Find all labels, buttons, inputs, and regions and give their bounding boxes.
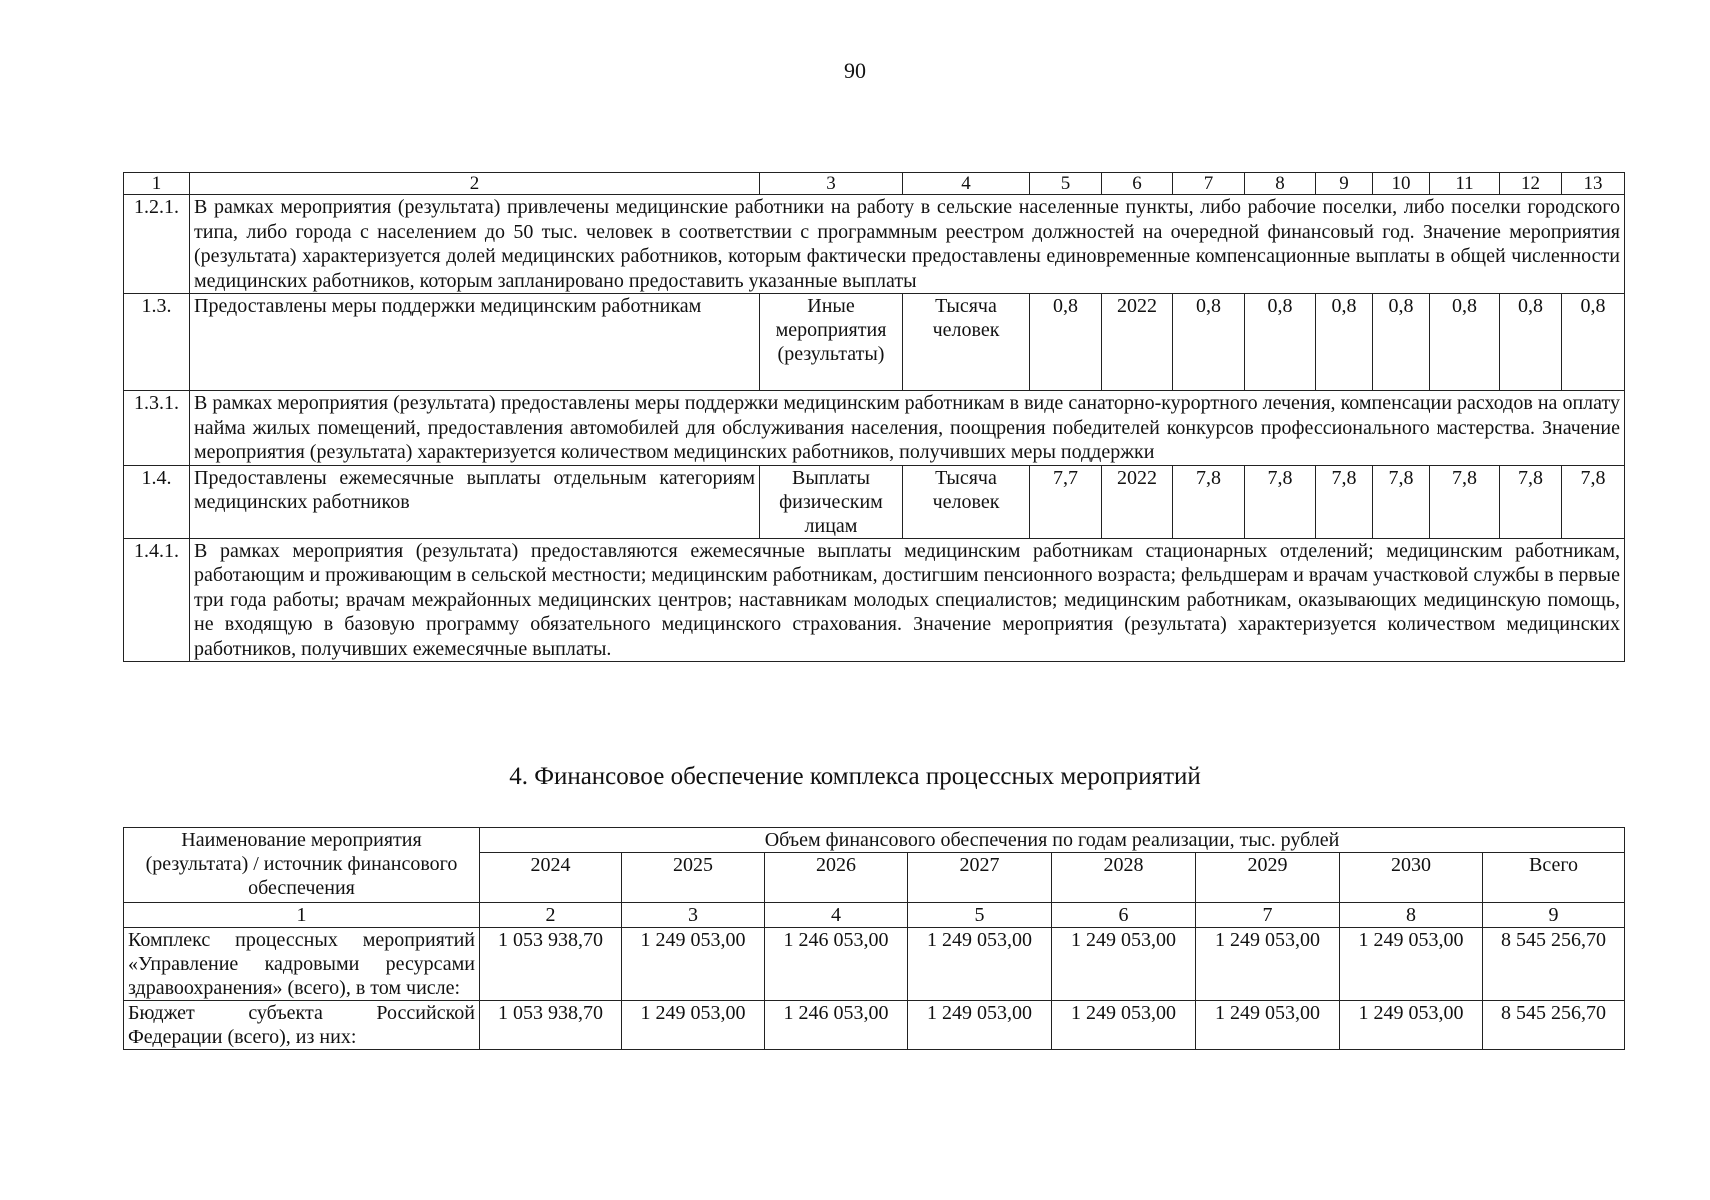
col-number: 7 [1196, 903, 1340, 928]
table-row [124, 538, 1625, 662]
row-number: 1.3.1. [124, 391, 190, 466]
amount-cell: 1 246 053,00 [765, 928, 908, 1001]
amount-cell: 1 249 053,00 [908, 1001, 1052, 1050]
col-number: 2 [190, 173, 760, 195]
col-number: 8 [1245, 173, 1316, 195]
total-cell: 8 545 256,70 [1483, 928, 1625, 1001]
col-number: 5 [908, 903, 1052, 928]
col-number: 13 [1562, 173, 1625, 195]
row-number: 1.4. [124, 465, 190, 538]
col-number: 1 [124, 173, 190, 195]
indicator-type: Иные мероприятия (результаты) [760, 294, 903, 391]
amount-cell: 1 249 053,00 [1196, 1001, 1340, 1050]
row-description: В рамках мероприятия (результата) предоставляются ежемесячные выплаты медицинским работникам стационарных отделений; медицинским работникам, работающим и проживающим в сельской местности; медицинским работникам, достигшим пенсионного возраста; фельдшерам и врачам участковой службы в первые три года работы; врачам межрайонных медицинских центров; наставникам молодых специалистов; медицинским работникам, оказывающих медицинскую помощь, не входящую в базовую программу обязательного медицинского страхования. Значение мероприятия (результата) характеризуется количеством медицинских работников, получивших ежемесячные выплаты. [190, 538, 1625, 662]
indicator-type: Выплаты физическим лицам [760, 465, 903, 538]
year-header: 2026 [765, 853, 908, 903]
amount-cell: 1 249 053,00 [1052, 1001, 1196, 1050]
amount-cell: 1 249 053,00 [1340, 928, 1483, 1001]
col-number: 1 [124, 903, 480, 928]
year-value: 7,8 [1245, 465, 1316, 538]
table-row [124, 465, 1625, 538]
base-year: 2022 [1102, 465, 1173, 538]
column-number-row [124, 173, 1625, 195]
col-number: 6 [1102, 173, 1173, 195]
total-header: Всего [1483, 853, 1625, 903]
row-description: В рамках мероприятия (результата) привлечены медицинские работники на работу в сельские населенные пункты, либо рабочие поселки, либо поселки городского типа, либо города с населением до 50 тыс. человек в соответствии с программным реестром должностей на очередной финансовый год. Значение мероприятия (результата) характеризуется долей медицинских работников, которым фактически предоставлены единовременные компенсационные выплаты в общей численности медицинских работников, которым запланировано предоставить указанные выплаты [190, 195, 1625, 294]
table-row [124, 928, 1625, 1001]
year-value: 7,8 [1562, 465, 1625, 538]
year-header: 2030 [1340, 853, 1483, 903]
funding-source-name: Комплекс процессных мероприятий «Управление кадровыми ресурсами здравоохранения» (всего), в том числе: [124, 928, 480, 1001]
amount-cell: 1 249 053,00 [1196, 928, 1340, 1001]
year-header: 2025 [622, 853, 765, 903]
section-title: 4. Финансовое обеспечение комплекса процессных мероприятий [509, 763, 1201, 790]
amount-cell: 1 053 938,70 [480, 1001, 622, 1050]
year-value: 7,8 [1316, 465, 1373, 538]
year-value: 0,8 [1430, 294, 1500, 391]
table-header-row [124, 828, 1625, 853]
row-number: 1.2.1. [124, 195, 190, 294]
col-number: 4 [903, 173, 1030, 195]
indicator-unit: Тысяча человек [903, 465, 1030, 538]
col-number: 9 [1316, 173, 1373, 195]
col-number: 4 [765, 903, 908, 928]
base-year: 2022 [1102, 294, 1173, 391]
col-number: 9 [1483, 903, 1625, 928]
table-row [124, 391, 1625, 466]
total-cell: 8 545 256,70 [1483, 1001, 1625, 1050]
col-number: 3 [622, 903, 765, 928]
col-number: 5 [1030, 173, 1102, 195]
finance-table [123, 827, 1625, 1050]
year-header: 2028 [1052, 853, 1196, 903]
year-value: 0,8 [1500, 294, 1562, 391]
amount-cell: 1 249 053,00 [1052, 928, 1196, 1001]
year-value: 0,8 [1245, 294, 1316, 391]
col-number: 3 [760, 173, 903, 195]
year-value: 0,8 [1316, 294, 1373, 391]
col-number: 12 [1500, 173, 1562, 195]
amount-cell: 1 246 053,00 [765, 1001, 908, 1050]
amount-cell: 1 249 053,00 [622, 928, 765, 1001]
year-header: 2027 [908, 853, 1052, 903]
year-value: 7,8 [1373, 465, 1430, 538]
row-number: 1.3. [124, 294, 190, 391]
table-row [124, 294, 1625, 391]
col-number: 11 [1430, 173, 1500, 195]
year-value: 0,8 [1173, 294, 1245, 391]
table-row [124, 195, 1625, 294]
table-row [124, 1001, 1625, 1050]
col-number: 7 [1173, 173, 1245, 195]
col-number: 8 [1340, 903, 1483, 928]
col-number: 2 [480, 903, 622, 928]
column-number-row [124, 903, 1625, 928]
indicator-name: Предоставлены ежемесячные выплаты отдельным категориям медицинских работников [190, 465, 760, 538]
amount-cell: 1 249 053,00 [908, 928, 1052, 1001]
col-number: 6 [1052, 903, 1196, 928]
row-number: 1.4.1. [124, 538, 190, 662]
year-header: 2029 [1196, 853, 1340, 903]
funding-source-name: Бюджет субъекта Российской Федерации (всего), из них: [124, 1001, 480, 1050]
volume-header: Объем финансового обеспечения по годам реализации, тыс. рублей [480, 828, 1625, 853]
page-number: 90 [844, 58, 866, 83]
col-number: 10 [1373, 173, 1430, 195]
year-value: 0,8 [1562, 294, 1625, 391]
amount-cell: 1 053 938,70 [480, 928, 622, 1001]
amount-cell: 1 249 053,00 [1340, 1001, 1483, 1050]
year-value: 7,8 [1500, 465, 1562, 538]
base-value: 0,8 [1030, 294, 1102, 391]
base-value: 7,7 [1030, 465, 1102, 538]
name-column-header: Наименование мероприятия (результата) / источник финансового обеспечения [124, 828, 480, 903]
year-value: 0,8 [1373, 294, 1430, 391]
row-description: В рамках мероприятия (результата) предоставлены меры поддержки медицинским работникам в виде санаторно-курортного лечения, компенсации расходов на оплату найма жилых помещений, предоставления автомобилей для обслуживания населения, поощрения победителей конкурсов профессионального мастерства. Значение мероприятия (результата) характеризуется количеством медицинских работников, получивших меры поддержки [190, 391, 1625, 466]
amount-cell: 1 249 053,00 [622, 1001, 765, 1050]
year-value: 7,8 [1173, 465, 1245, 538]
year-value: 7,8 [1430, 465, 1500, 538]
indicator-unit: Тысяча человек [903, 294, 1030, 391]
year-header: 2024 [480, 853, 622, 903]
indicators-table [123, 172, 1625, 662]
indicator-name: Предоставлены меры поддержки медицинским работникам [190, 294, 760, 391]
